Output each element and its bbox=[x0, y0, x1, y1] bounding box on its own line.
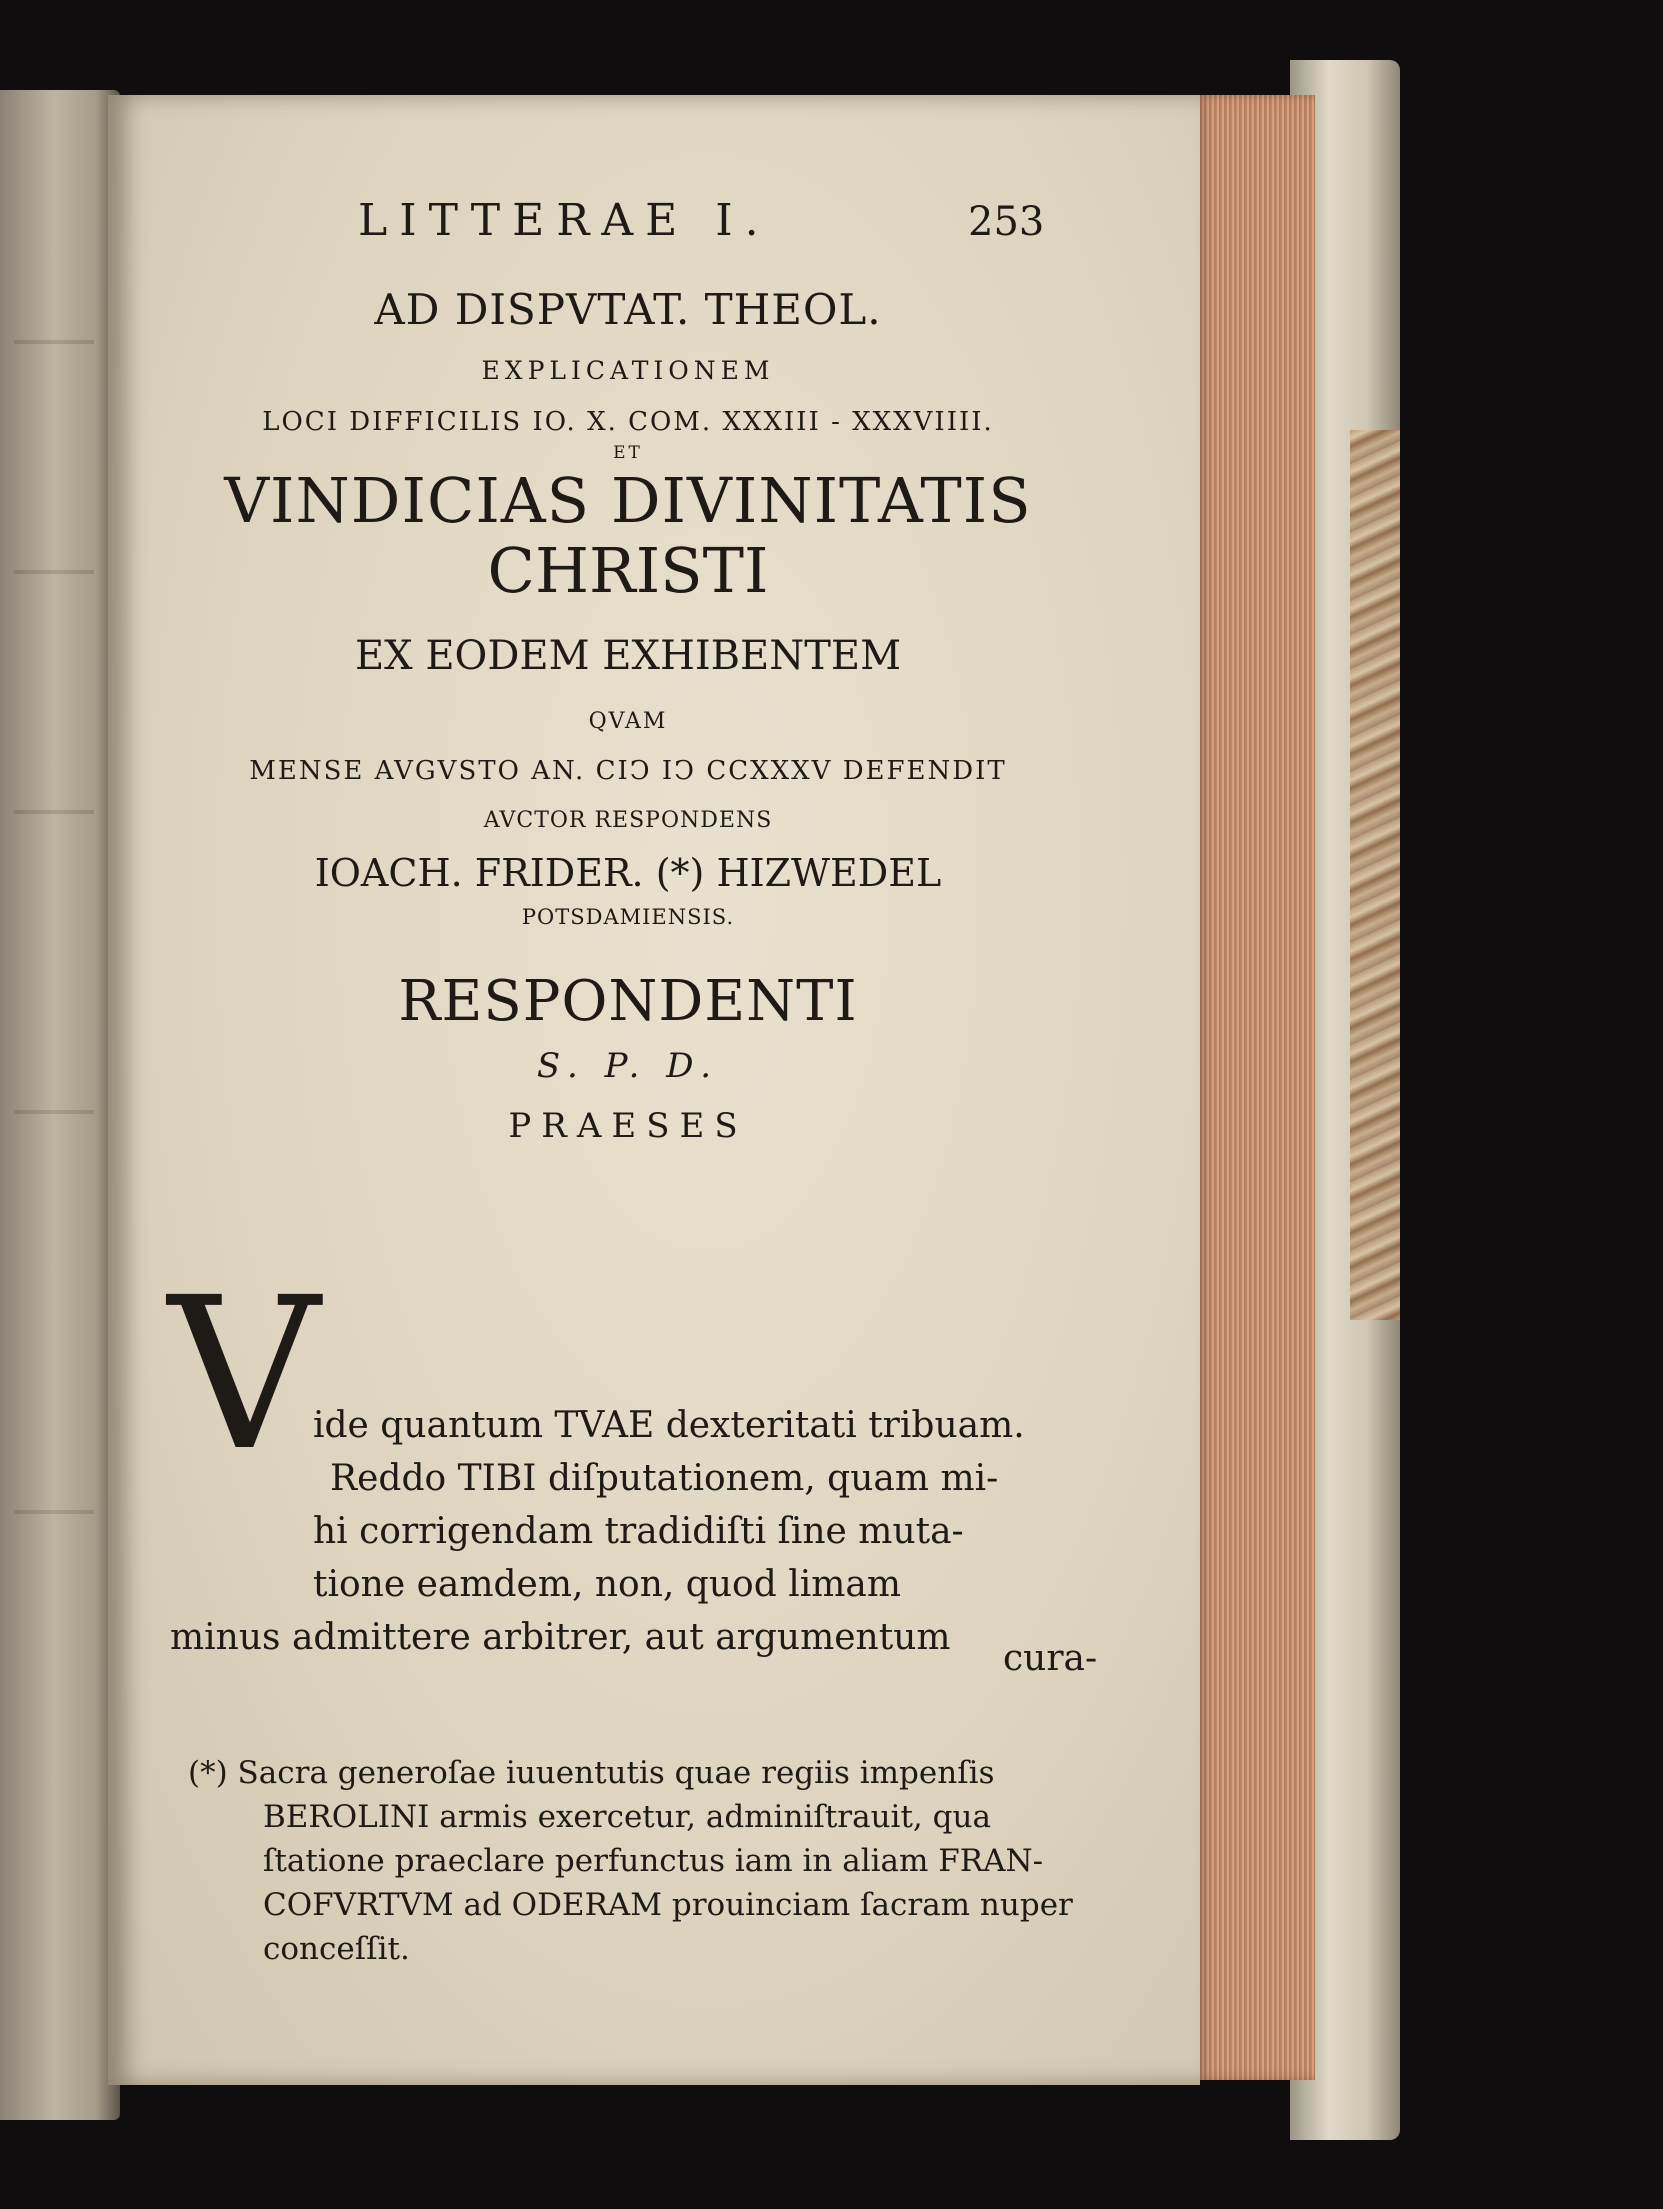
title-line: AD DISPVTAT. THEOL. bbox=[374, 285, 882, 334]
book-page bbox=[108, 95, 1200, 2085]
title-block bbox=[148, 285, 1108, 1146]
title-line: POTSDAMIENSIS. bbox=[521, 905, 735, 929]
footnote-line: COFVRTVM ad ODERAM prouinciam ſacram nuper bbox=[263, 1887, 1073, 1923]
ghost-text-line bbox=[14, 810, 94, 814]
ghost-text-line bbox=[14, 570, 94, 574]
running-title: LITTERAE I. bbox=[358, 195, 771, 246]
page-number: 253 bbox=[968, 199, 1045, 245]
page-edges bbox=[1195, 95, 1315, 2080]
marbled-endpaper bbox=[1350, 430, 1400, 1320]
footnote-line: BEROLINI armis exercetur, adminiſtrauit, qua bbox=[263, 1799, 991, 1835]
title-line: RESPONDENTI bbox=[398, 969, 858, 1034]
title-line: AVCTOR RESPONDENS bbox=[483, 808, 773, 833]
body-line: hi corrigendam tradidiſti ſine muta- bbox=[313, 1511, 964, 1552]
ghost-text-line bbox=[14, 1110, 94, 1114]
body-line: Reddo TIBI diſputationem, quam mi- bbox=[330, 1458, 999, 1499]
ghost-text-line bbox=[14, 1510, 94, 1514]
title-line: EX EODEM EXHIBENTEM bbox=[354, 633, 902, 679]
title-line: LOCI DIFFICILIS IO. X. COM. XXXIII - XXXVIIII. bbox=[262, 407, 994, 437]
body-line: minus admittere arbitrer, aut argumentum bbox=[170, 1617, 951, 1658]
title-line: PRAESES bbox=[508, 1106, 748, 1146]
ghost-text-line bbox=[14, 340, 94, 344]
running-head bbox=[108, 195, 1200, 275]
title-line: IOACH. FRIDER. (*) HIZWEDEL bbox=[314, 851, 942, 895]
drop-cap: V bbox=[168, 1252, 320, 1497]
body-line: tione eamdem, non, quod limam bbox=[313, 1564, 901, 1605]
title-line: S. P. D. bbox=[536, 1046, 720, 1086]
title-line: EXPLICATIONEM bbox=[481, 356, 775, 385]
catchword: cura- bbox=[1003, 1638, 1098, 1679]
facing-page-left bbox=[0, 90, 120, 2120]
title-line: VINDICIAS DIVINITATIS bbox=[224, 464, 1032, 537]
footnote-line: conceſſit. bbox=[263, 1931, 410, 1967]
footnote-line: ſtatione praeclare perfunctus iam in aliam FRAN- bbox=[263, 1843, 1044, 1879]
title-line: CHRISTI bbox=[487, 534, 769, 607]
title-line: QVAM bbox=[588, 709, 668, 734]
title-line: MENSE AVGVSTO AN. CIↃ IↃ CCXXXV DEFENDIT bbox=[249, 756, 1007, 786]
title-line: ET bbox=[613, 443, 643, 463]
body-line: ide quantum TVAE dexteritati tribuam. bbox=[313, 1405, 1025, 1446]
footnote-line: (*) Sacra generoſae iuuentutis quae regiis impenſis bbox=[188, 1755, 995, 1791]
